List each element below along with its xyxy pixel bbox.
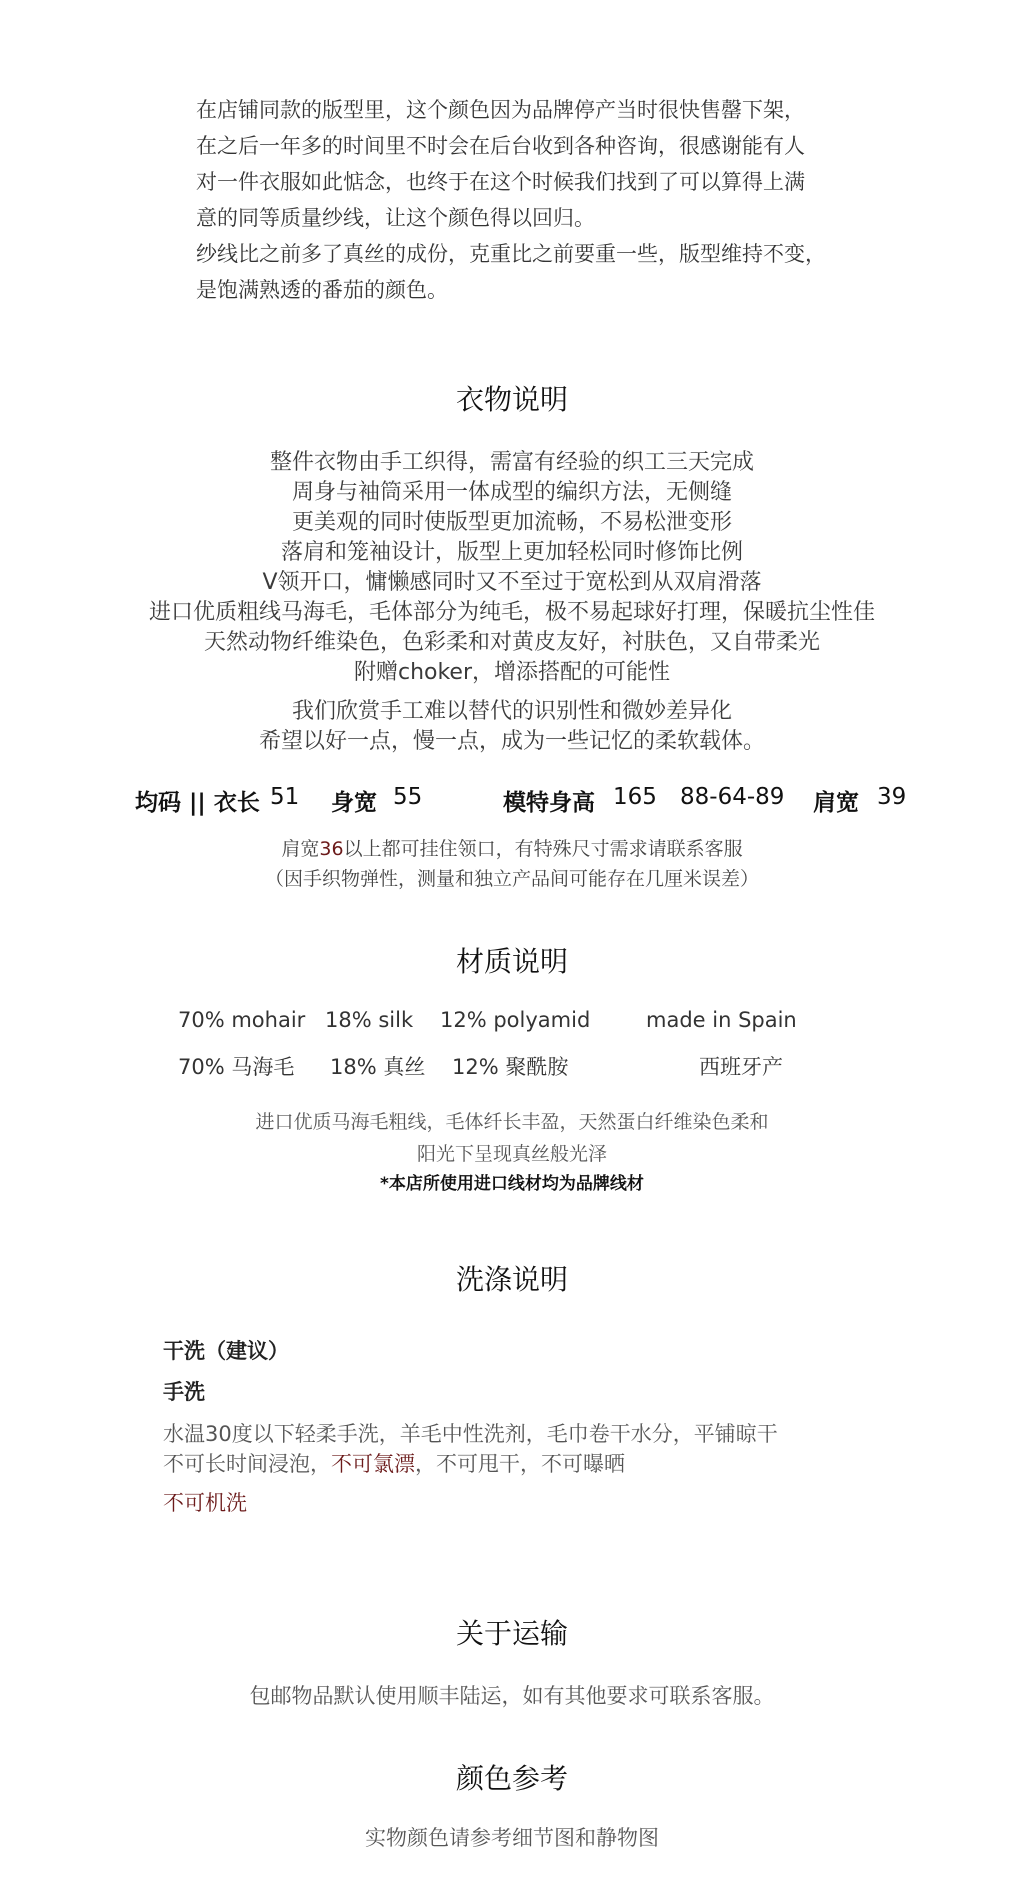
- wash-line-2: [163, 1449, 778, 1479]
- size-note-line-2: （因手织物弹性，测量和独立产品间可能存在几厘米误差）: [264, 868, 759, 890]
- shoulder-label: 肩宽: [813, 790, 859, 816]
- note-text: 以上都可挂住领口，有特殊尺寸需求请联系客服: [343, 838, 743, 860]
- size-row: [0, 784, 1024, 818]
- intro-line: 意的同等质量纱线，让这个颜色得以回归。: [196, 206, 595, 230]
- chest-label: 身宽: [331, 790, 377, 816]
- garment-line: 落肩和笼袖设计，版型上更加轻松同时修饰比例: [280, 540, 743, 565]
- model-measure: 88-64-89: [680, 784, 785, 810]
- wash-text: 不可长时间浸泡，: [163, 1452, 331, 1476]
- material-zh-2: 18% 真丝: [330, 1055, 426, 1079]
- size-label: 均码 || 衣长: [135, 790, 260, 816]
- material-note-line: 进口优质马海毛粗线，毛体纤长丰盈，天然蛋白纤维染色柔和: [255, 1111, 769, 1133]
- intro-line: 在店铺同款的版型里，这个颜色因为品牌停产当时很快售罄下架，: [196, 98, 805, 122]
- size-note: [0, 834, 1024, 894]
- wash-instructions: [163, 1419, 778, 1479]
- wash-line-1: 水温30度以下轻柔手洗，羊毛中性洗剂，毛巾卷干水分，平铺晾干: [163, 1422, 778, 1446]
- wash-heading: 洗涤说明: [455, 1263, 568, 1296]
- garment-line: 周身与袖筒采用一体成型的编织方法，无侧缝: [291, 480, 732, 505]
- color-text: 实物颜色请参考细节图和静物图: [365, 1826, 659, 1850]
- material-origin-en: made in Spain: [646, 1008, 797, 1032]
- intro-line: 对一件衣服如此惦念，也终于在这个时候我们找到了可以算得上满: [196, 170, 805, 194]
- shipping-text: 包邮物品默认使用顺丰陆运，如有其他要求可联系客服。: [249, 1684, 775, 1708]
- garment-line: 附赠choker，增添搭配的可能性: [353, 660, 671, 685]
- no-bleach-text: 不可氯漂: [331, 1452, 415, 1476]
- wash-text: ，不可甩干，不可曝晒: [415, 1452, 625, 1476]
- note-text: 肩宽: [281, 838, 320, 860]
- material-brand-note: *本店所使用进口线材均为品牌线材: [380, 1174, 644, 1194]
- intro-line: 是饱满熟透的番茄的颜色。: [196, 278, 448, 302]
- material-heading: 材质说明: [455, 945, 568, 978]
- material-en-1: 70% mohair: [178, 1008, 306, 1032]
- material-note-line: 阳光下呈现真丝般光泽: [416, 1143, 607, 1165]
- garment-philosophy: [0, 697, 1024, 757]
- material-origin-zh: 西班牙产: [699, 1055, 783, 1079]
- model-label: 模特身高: [503, 790, 595, 816]
- note-number: 36: [319, 838, 344, 860]
- material-en-3: 12% polyamid: [440, 1008, 591, 1032]
- no-machine-wash: 不可机洗: [163, 1491, 247, 1515]
- shoulder-value: 39: [877, 784, 907, 810]
- size-note-line-1: [0, 834, 1024, 864]
- model-height: 165: [613, 784, 657, 810]
- length-value: 51: [270, 784, 300, 810]
- garment-line: V领开口，慵懒感同时又不至过于宽松到从双肩滑落: [262, 570, 762, 595]
- material-en-2: 18% silk: [325, 1008, 414, 1032]
- material-zh-1: 70% 马海毛: [178, 1055, 295, 1079]
- philosophy-line: 我们欣赏手工难以替代的识别性和微妙差异化: [291, 699, 732, 724]
- garment-line: 整件衣物由手工织得，需富有经验的织工三天完成: [269, 450, 754, 475]
- intro-paragraph: [196, 92, 916, 308]
- material-zh-3: 12% 聚酰胺: [452, 1055, 569, 1079]
- chest-value: 55: [393, 784, 423, 810]
- philosophy-line: 希望以好一点，慢一点，成为一些记忆的柔软载体。: [258, 729, 765, 754]
- intro-line: 纱线比之前多了真丝的成份，克重比之前要重一些，版型维持不变，: [196, 242, 826, 266]
- garment-line: 天然动物纤维染色，色彩柔和对黄皮友好，衬肤色，又自带柔光: [203, 630, 820, 655]
- garment-description: [0, 448, 1024, 688]
- garment-heading: 衣物说明: [455, 383, 568, 416]
- shipping-heading: 关于运输: [455, 1617, 568, 1650]
- color-heading: 颜色参考: [455, 1762, 568, 1795]
- dry-clean-label: 干洗（建议）: [163, 1339, 289, 1363]
- intro-line: 在之后一年多的时间里不时会在后台收到各种咨询，很感谢能有人: [196, 134, 805, 158]
- garment-line: 进口优质粗线马海毛，毛体部分为纯毛，极不易起球好打理，保暖抗尘性佳: [148, 600, 875, 625]
- garment-line: 更美观的同时使版型更加流畅，不易松泄变形: [291, 510, 732, 535]
- hand-wash-label: 手洗: [163, 1380, 205, 1404]
- material-note: [0, 1106, 1024, 1170]
